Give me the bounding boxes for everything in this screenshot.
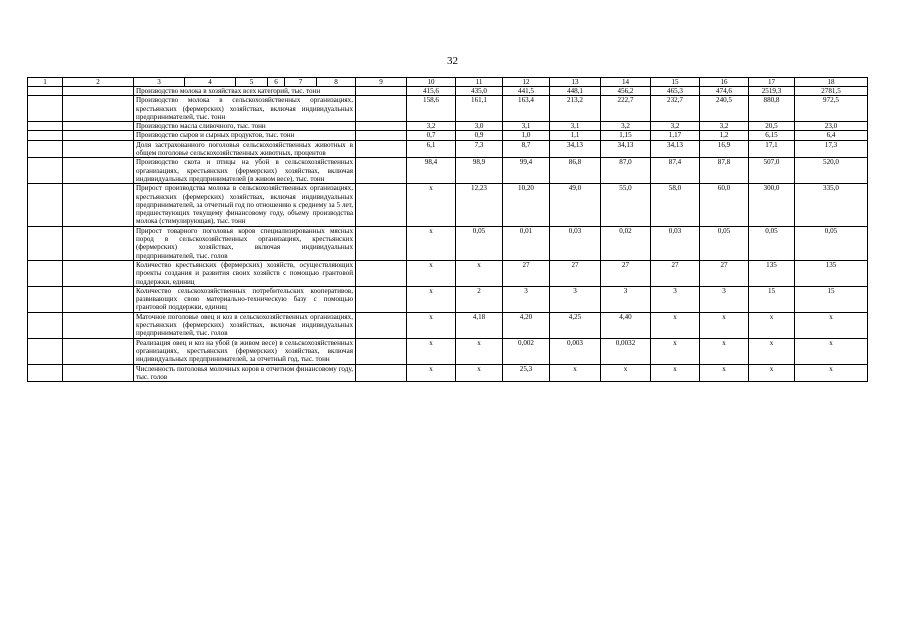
value-cell: x — [407, 286, 456, 312]
row-number-cell — [28, 338, 63, 364]
table-row — [28, 338, 868, 364]
value-cell: x — [700, 312, 749, 338]
value-cell: 0,05 — [795, 226, 868, 260]
value-cell: x — [651, 364, 700, 382]
header-cell: 18 — [795, 78, 868, 87]
value-cell: 335,0 — [795, 184, 868, 226]
table-row — [28, 226, 868, 260]
value-cell: 3,2 — [601, 122, 651, 131]
header-cell: 8 — [317, 78, 356, 87]
value-cell: 86,8 — [550, 158, 601, 184]
row-number-cell — [28, 286, 63, 312]
row-number-cell — [28, 226, 63, 260]
value-cell: 3 — [503, 286, 550, 312]
value-cell: 34,13 — [550, 140, 601, 158]
code-cell — [63, 338, 134, 364]
column-9-cell — [356, 286, 407, 312]
value-cell: 58,0 — [651, 184, 700, 226]
value-cell: x — [601, 364, 651, 382]
value-cell: 0,0032 — [601, 338, 651, 364]
value-cell: 507,0 — [749, 158, 795, 184]
value-cell: 6,4 — [795, 131, 868, 140]
indicator-name: Численность поголовья молочных коров в отчетном финансовому году, тыс. голов — [134, 364, 356, 382]
value-cell: 435,0 — [456, 87, 503, 96]
value-cell: 520,0 — [795, 158, 868, 184]
value-cell: x — [795, 338, 868, 364]
value-cell: 27 — [700, 260, 749, 286]
header-row — [28, 78, 868, 87]
header-cell: 7 — [285, 78, 317, 87]
value-cell: 415,6 — [407, 87, 456, 96]
row-number-cell — [28, 260, 63, 286]
indicator-name: Доля застрахованного поголовья сельскохозяйственных животных в общем поголовье сельскохозяйственных животных, процентов — [134, 140, 356, 158]
value-cell: 158,6 — [407, 96, 456, 122]
column-9-cell — [356, 184, 407, 226]
value-cell: 0,01 — [503, 226, 550, 260]
column-9-cell — [356, 338, 407, 364]
code-cell — [63, 131, 134, 140]
table-row — [28, 260, 868, 286]
table-row — [28, 96, 868, 122]
value-cell: x — [456, 338, 503, 364]
value-cell: 3,2 — [651, 122, 700, 131]
value-cell: 16,9 — [700, 140, 749, 158]
value-cell: 17,3 — [795, 140, 868, 158]
value-cell: 6,1 — [407, 140, 456, 158]
value-cell: 3 — [601, 286, 651, 312]
page-number: 32 — [447, 55, 458, 67]
code-cell — [63, 122, 134, 131]
value-cell: 3 — [651, 286, 700, 312]
value-cell: 0,003 — [550, 338, 601, 364]
value-cell: 300,0 — [749, 184, 795, 226]
code-cell — [63, 87, 134, 96]
value-cell: 135 — [795, 260, 868, 286]
value-cell: 99,4 — [503, 158, 550, 184]
value-cell: 465,3 — [651, 87, 700, 96]
value-cell: x — [407, 338, 456, 364]
value-cell: x — [700, 338, 749, 364]
header-cell: 3 — [134, 78, 185, 87]
header-cell: 9 — [356, 78, 407, 87]
value-cell: 3 — [700, 286, 749, 312]
value-cell: x — [749, 312, 795, 338]
value-cell: 0,9 — [456, 131, 503, 140]
value-cell: 0,03 — [651, 226, 700, 260]
header-cell: 1 — [28, 78, 63, 87]
value-cell: 1,2 — [700, 131, 749, 140]
value-cell: x — [749, 338, 795, 364]
code-cell — [63, 140, 134, 158]
indicator-name: Производство скота и птицы на убой в сельскохозяйственных организациях, крестьянских (фермерских) хозяйствах, включая индивидуальных предпринимателей (в живом весе), тыс. тонн — [134, 158, 356, 184]
value-cell: 880,8 — [749, 96, 795, 122]
code-cell — [63, 96, 134, 122]
indicator-name: Количество крестьянских (фермерских) хозяйств, осуществляющих проекты создания и развития своих хозяйств с помощью грантовой поддержки, единиц — [134, 260, 356, 286]
value-cell: 3,0 — [456, 122, 503, 131]
column-9-cell — [356, 260, 407, 286]
value-cell: 1,0 — [503, 131, 550, 140]
value-cell: x — [407, 184, 456, 226]
value-cell: 972,5 — [795, 96, 868, 122]
value-cell: 2519,3 — [749, 87, 795, 96]
value-cell: 98,9 — [456, 158, 503, 184]
value-cell: 0,05 — [456, 226, 503, 260]
row-number-cell — [28, 312, 63, 338]
column-9-cell — [356, 131, 407, 140]
code-cell — [63, 286, 134, 312]
value-cell: 441,5 — [503, 87, 550, 96]
value-cell: x — [700, 364, 749, 382]
value-cell: 1,1 — [550, 131, 601, 140]
value-cell: 4,18 — [456, 312, 503, 338]
table-row — [28, 140, 868, 158]
code-cell — [63, 364, 134, 382]
value-cell: 163,4 — [503, 96, 550, 122]
indicator-name: Реализация овец и коз на убой (в живом весе) в сельскохозяйственных организациях, крестьянских (фермерских) хозяйствах, включая индивидуальных предпринимателей, за отчетный год, тыс. тонн — [134, 338, 356, 364]
table-row — [28, 158, 868, 184]
value-cell: 0,7 — [407, 131, 456, 140]
column-9-cell — [356, 140, 407, 158]
table-row — [28, 87, 868, 96]
value-cell: 2781,5 — [795, 87, 868, 96]
value-cell: 27 — [601, 260, 651, 286]
value-cell: 55,0 — [601, 184, 651, 226]
value-cell: 3,1 — [503, 122, 550, 131]
code-cell — [63, 158, 134, 184]
value-cell: 7,3 — [456, 140, 503, 158]
value-cell: 1,17 — [651, 131, 700, 140]
header-cell: 2 — [63, 78, 134, 87]
indicator-name: Производство масла сливочного, тыс. тонн — [134, 122, 356, 131]
row-number-cell — [28, 364, 63, 382]
header-cell: 12 — [503, 78, 550, 87]
code-cell — [63, 226, 134, 260]
value-cell: 8,7 — [503, 140, 550, 158]
header-cell: 14 — [601, 78, 651, 87]
row-number-cell — [28, 87, 63, 96]
code-cell — [63, 184, 134, 226]
table-row — [28, 122, 868, 131]
value-cell: 3,2 — [407, 122, 456, 131]
value-cell: x — [407, 364, 456, 382]
indicators-table — [27, 77, 868, 382]
header-cell: 13 — [550, 78, 601, 87]
value-cell: x — [795, 312, 868, 338]
value-cell: 0,05 — [700, 226, 749, 260]
table-row — [28, 184, 868, 226]
value-cell: x — [407, 312, 456, 338]
row-number-cell — [28, 96, 63, 122]
value-cell: 3,1 — [550, 122, 601, 131]
value-cell: 27 — [550, 260, 601, 286]
value-cell: 232,7 — [651, 96, 700, 122]
header-cell: 6 — [268, 78, 285, 87]
value-cell: 60,0 — [700, 184, 749, 226]
value-cell: 2 — [456, 286, 503, 312]
row-number-cell — [28, 140, 63, 158]
value-cell: x — [456, 260, 503, 286]
value-cell: x — [795, 364, 868, 382]
value-cell: 34,13 — [651, 140, 700, 158]
indicator-name: Производство молока в сельскохозяйственных организациях, крестьянских (фермерских) хозяйствах, включая индивидуальных предпринимателей, тыс. тонн — [134, 96, 356, 122]
value-cell: 213,2 — [550, 96, 601, 122]
value-cell: 222,7 — [601, 96, 651, 122]
value-cell: 161,1 — [456, 96, 503, 122]
column-9-cell — [356, 87, 407, 96]
value-cell: 12,23 — [456, 184, 503, 226]
header-cell: 16 — [700, 78, 749, 87]
indicator-name: Прирост производства молока в сельскохозяйственных организациях, крестьянских (фермерских) хозяйствах, включая индивидуальных предпринимателей, за отчетный год по отношению к среднему за 5 лет, предшествующих текущему финансовому году, объему производства молока (стимулирующая), тыс. тонн — [134, 184, 356, 226]
header-cell: 17 — [749, 78, 795, 87]
column-9-cell — [356, 122, 407, 131]
value-cell: x — [456, 364, 503, 382]
value-cell: 0,03 — [550, 226, 601, 260]
value-cell: 4,40 — [601, 312, 651, 338]
table-row — [28, 364, 868, 382]
value-cell: 6,15 — [749, 131, 795, 140]
value-cell: x — [550, 364, 601, 382]
value-cell: 10,20 — [503, 184, 550, 226]
column-9-cell — [356, 96, 407, 122]
row-number-cell — [28, 122, 63, 131]
value-cell: 98,4 — [407, 158, 456, 184]
value-cell: 448,1 — [550, 87, 601, 96]
value-cell: 456,2 — [601, 87, 651, 96]
indicator-name: Количество сельскохозяйственных потребительских кооперативов, развивающих свою материально-техническую базу с помощью грантовой поддержки, единиц — [134, 286, 356, 312]
value-cell: 474,6 — [700, 87, 749, 96]
value-cell: 1,15 — [601, 131, 651, 140]
value-cell: 25,3 — [503, 364, 550, 382]
indicator-name: Производство молока в хозяйствах всех категорий, тыс. тонн — [134, 87, 356, 96]
value-cell: x — [407, 260, 456, 286]
value-cell: 15 — [749, 286, 795, 312]
value-cell: x — [749, 364, 795, 382]
value-cell: 20,5 — [749, 122, 795, 131]
value-cell: 87,0 — [601, 158, 651, 184]
row-number-cell — [28, 184, 63, 226]
indicator-name: Прирост товарного поголовья коров специализированных мясных пород в сельскохозяйственных организациях, крестьянских (фермерских) хозяйствах, включая индивидуальных предпринимателей, тыс. голов — [134, 226, 356, 260]
row-number-cell — [28, 158, 63, 184]
value-cell: 17,1 — [749, 140, 795, 158]
value-cell: 27 — [651, 260, 700, 286]
code-cell — [63, 260, 134, 286]
value-cell: 135 — [749, 260, 795, 286]
header-cell: 11 — [456, 78, 503, 87]
code-cell — [63, 312, 134, 338]
value-cell: 3 — [550, 286, 601, 312]
indicator-name: Производство сыров и сырных продуктов, тыс. тонн — [134, 131, 356, 140]
value-cell: 0,02 — [601, 226, 651, 260]
value-cell: 0,05 — [749, 226, 795, 260]
header-cell: 10 — [407, 78, 456, 87]
column-9-cell — [356, 158, 407, 184]
table-row — [28, 312, 868, 338]
value-cell: 0,002 — [503, 338, 550, 364]
value-cell: 4,20 — [503, 312, 550, 338]
value-cell: x — [651, 312, 700, 338]
value-cell: 240,5 — [700, 96, 749, 122]
value-cell: 87,8 — [700, 158, 749, 184]
value-cell: 49,0 — [550, 184, 601, 226]
indicator-name: Маточное поголовье овец и коз в сельскохозяйственных организациях, крестьянских (фермерских) хозяйствах, включая индивидуальных предпринимателей, тыс. голов — [134, 312, 356, 338]
value-cell: 87,4 — [651, 158, 700, 184]
column-9-cell — [356, 312, 407, 338]
value-cell: 23,0 — [795, 122, 868, 131]
value-cell: 27 — [503, 260, 550, 286]
value-cell: 15 — [795, 286, 868, 312]
table-row — [28, 131, 868, 140]
row-number-cell — [28, 131, 63, 140]
value-cell: 4,25 — [550, 312, 601, 338]
header-cell: 5 — [236, 78, 268, 87]
value-cell: 3,2 — [700, 122, 749, 131]
value-cell: x — [651, 338, 700, 364]
column-9-cell — [356, 226, 407, 260]
value-cell: 34,13 — [601, 140, 651, 158]
header-cell: 4 — [185, 78, 236, 87]
value-cell: x — [407, 226, 456, 260]
header-cell: 15 — [651, 78, 700, 87]
table-row — [28, 286, 868, 312]
column-9-cell — [356, 364, 407, 382]
